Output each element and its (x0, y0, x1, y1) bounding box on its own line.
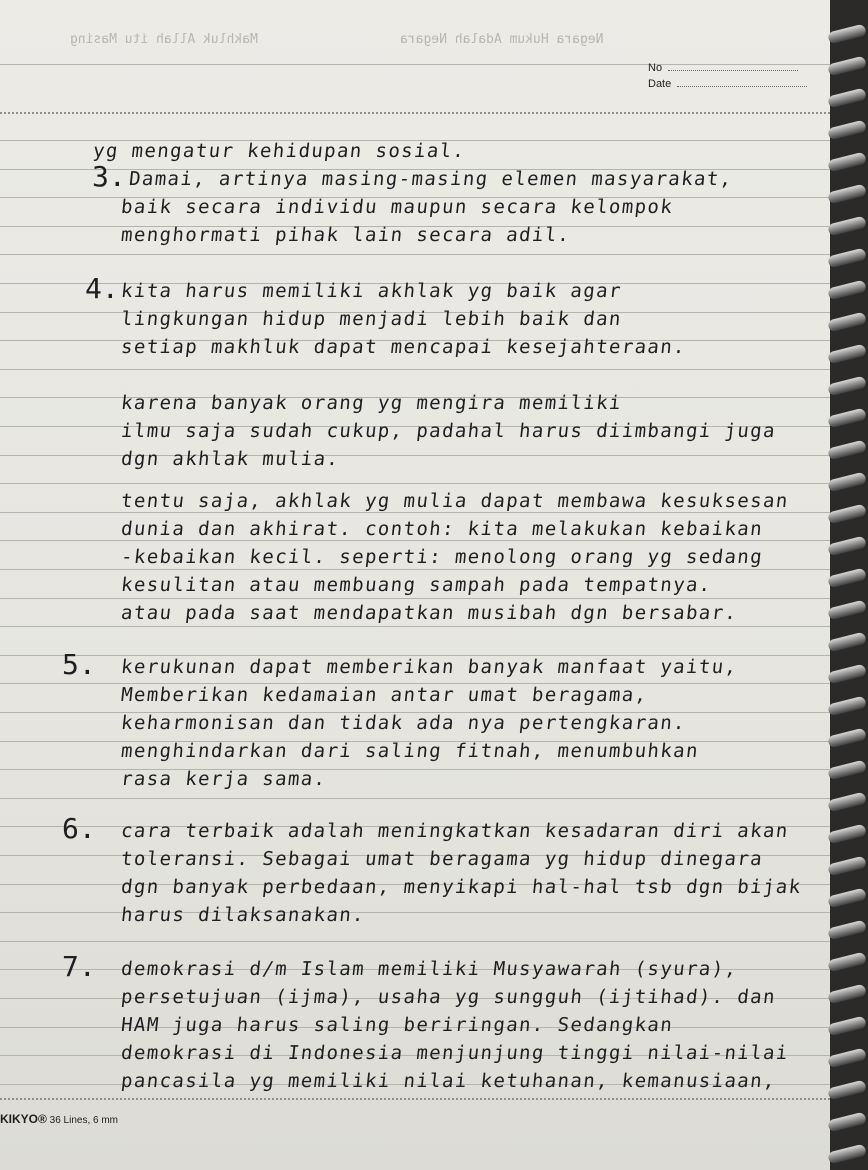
ruled-line (0, 798, 830, 799)
handwritten-line: baik secara individu maupun secara kelompok (120, 196, 675, 218)
handwritten-line: persetujuan (ijma), usaha yg sungguh (ijtihad). dan (120, 986, 778, 1008)
handwritten-line: atau pada saat mendapatkan musibah dgn bersabar. (120, 602, 739, 624)
handwritten-line: harus dilaksanakan. (120, 904, 367, 926)
handwritten-line: dgn banyak perbedaan, menyikapi hal-hal tsb dgn bijak (120, 876, 803, 898)
brand-logo: KIKYO® (0, 1112, 47, 1126)
header-dotted-rule (0, 112, 830, 114)
ruled-line (0, 369, 830, 370)
spiral-coil (827, 1048, 867, 1069)
spiral-coil (827, 664, 867, 685)
spiral-coil (827, 344, 867, 365)
ruled-line (0, 483, 830, 484)
spiral-coil (827, 248, 867, 269)
bleed-through-text-right: Negara Hukum Adalah Negara (400, 32, 604, 47)
paper-spec: 36 Lines, 6 mm (49, 1115, 119, 1126)
handwritten-line: pancasila yg memiliki nilai ketuhanan, kemanusiaan, (120, 1070, 778, 1092)
ruled-line (0, 540, 830, 541)
spiral-coil (827, 728, 867, 749)
ruled-line (0, 569, 830, 570)
spiral-coil (827, 632, 867, 653)
spiral-coil (827, 952, 867, 973)
spiral-coil (827, 312, 867, 333)
handwritten-line: lingkungan hidup menjadi lebih baik dan (120, 308, 624, 330)
handwritten-line: Memberikan kedamaian antar umat beragama, (120, 684, 649, 706)
handwritten-line: keharmonisan dan tidak ada nya pertengkaran. (120, 712, 688, 734)
spiral-coil (827, 984, 867, 1005)
spiral-coil (827, 152, 867, 173)
handwritten-line: kita harus memiliki akhlak yg baik agar (120, 280, 624, 302)
spiral-coil (827, 88, 867, 109)
handwritten-line: dunia dan akhirat. contoh: kita melakukan kebaikan (120, 518, 765, 540)
spiral-coil (827, 120, 867, 141)
question-number: 4. (85, 272, 119, 305)
ruled-line (0, 598, 830, 599)
handwritten-line: -kebaikan kecil. seperti: menolong orang yg sedang (120, 546, 765, 568)
spiral-coil (827, 216, 867, 237)
question-number: 6. (62, 812, 96, 845)
spiral-coil (827, 472, 867, 493)
no-label: No (648, 62, 663, 74)
spiral-coil (827, 824, 867, 845)
spiral-coil (827, 1144, 867, 1165)
spiral-coil (827, 920, 867, 941)
handwritten-line: dgn akhlak mulia. (120, 448, 341, 470)
spiral-coil (827, 440, 867, 461)
spiral-coil (827, 600, 867, 621)
handwritten-line: kesulitan atau membuang sampah pada tempatnya. (120, 574, 713, 596)
handwritten-line: menghormati pihak lain secara adil. (120, 224, 572, 246)
ruled-line (0, 626, 830, 627)
question-number: 3. (92, 160, 126, 193)
bleed-through-text-left: Makhluk Allah itu Masing (70, 32, 258, 47)
question-number: 5. (62, 648, 96, 681)
spiral-coil (827, 408, 867, 429)
spiral-coil (827, 280, 867, 301)
spiral-coil (827, 760, 867, 781)
spiral-coil (827, 504, 867, 525)
date-label: Date (648, 78, 672, 90)
spiral-coil (827, 856, 867, 877)
handwritten-line: demokrasi d/m Islam memiliki Musyawarah (syura), (120, 958, 739, 980)
spiral-coil (827, 1112, 867, 1133)
handwritten-line: tentu saja, akhlak yg mulia dapat membawa kesuksesan (120, 490, 790, 512)
handwritten-line: kerukunan dapat memberikan banyak manfaat yaitu, (120, 656, 739, 678)
spiral-binding (824, 0, 868, 1170)
handwritten-line: toleransi. Sebagai umat beragama yg hidup dinegara (120, 848, 765, 870)
no-date-box (648, 60, 807, 92)
question-number: 7. (62, 950, 96, 983)
spiral-coil (827, 696, 867, 717)
spiral-coil (827, 1016, 867, 1037)
bottom-dotted-rule (0, 1098, 830, 1100)
spiral-coil (827, 56, 867, 77)
spiral-coil (827, 1080, 867, 1101)
handwritten-line: yg mengatur kehidupan sosial. (92, 140, 467, 162)
spiral-coil (827, 536, 867, 557)
handwritten-line: rasa kerja sama. (120, 768, 328, 790)
page-footer (0, 1112, 118, 1126)
handwritten-line: cara terbaik adalah meningkatkan kesadaran diri akan (120, 820, 790, 842)
spiral-coil (827, 376, 867, 397)
handwritten-line: karena banyak orang yg mengira memiliki (120, 392, 624, 414)
handwritten-line: ilmu saja sudah cukup, padahal harus diimbangi juga (120, 420, 778, 442)
handwritten-line: Damai, artinya masing-masing elemen masyarakat, (128, 168, 734, 190)
spiral-coil (827, 792, 867, 813)
handwritten-line: HAM juga harus saling beriringan. Sedangkan (120, 1014, 675, 1036)
spiral-coil (827, 568, 867, 589)
ruled-line (0, 941, 830, 942)
handwritten-line: demokrasi di Indonesia menjunjung tinggi nilai-nilai (120, 1042, 790, 1064)
spiral-coil (827, 888, 867, 909)
handwritten-line: setiap makhluk dapat mencapai kesejahteraan. (120, 336, 688, 358)
ruled-line (0, 254, 830, 255)
spiral-coil (827, 24, 867, 45)
handwritten-line: menghindarkan dari saling fitnah, menumbuhkan (120, 740, 701, 762)
spiral-coil (827, 184, 867, 205)
